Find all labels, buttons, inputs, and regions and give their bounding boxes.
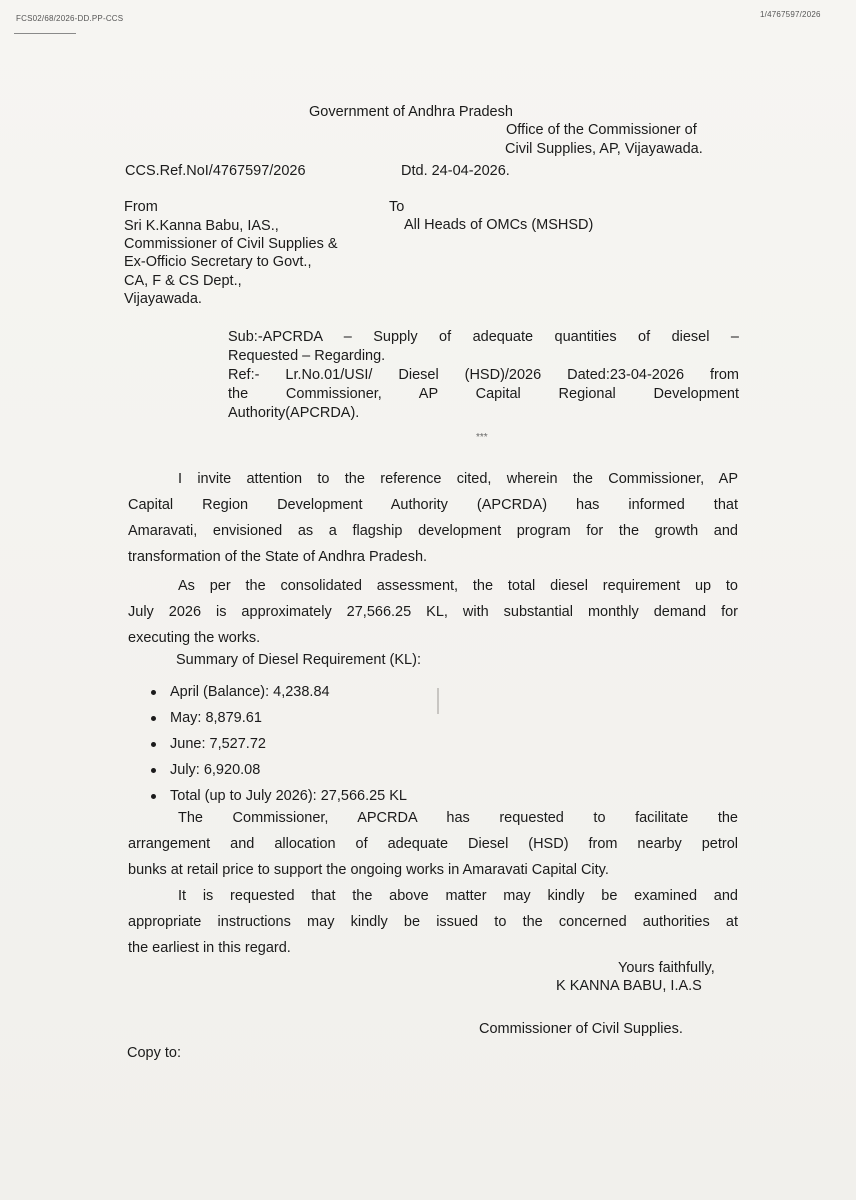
summary-item-text: July: 6,920.08 [170, 762, 261, 778]
paragraph-line: bunks at retail price to support the ongoing works in Amaravati Capital City. [128, 862, 609, 878]
summary-heading: Summary of Diesel Requirement (KL): [176, 652, 421, 668]
bullet-icon [151, 690, 156, 695]
paragraph-line: executing the works. [128, 630, 261, 646]
paragraph-line: the earliest in this regard. [128, 940, 291, 956]
letter-date: Dtd. 24-04-2026. [401, 163, 510, 179]
summary-item-text: May: 8,879.61 [170, 710, 262, 726]
paragraph-line: transformation of the State of Andhra Pradesh. [128, 549, 428, 565]
bullet-icon [151, 742, 156, 747]
summary-item [148, 679, 407, 705]
copy-to-label: Copy to: [127, 1045, 181, 1061]
paragraph-line: It is requested that the above matter may kindly be examined and [178, 888, 738, 904]
document-number-stamp: 1/4767597/2026 [760, 10, 821, 19]
paragraph-line: As per the consolidated assessment, the total diesel requirement up to [178, 578, 738, 594]
paragraph-3 [128, 805, 738, 883]
summary-list [148, 679, 407, 809]
summary-item-text: April (Balance): 4,238.84 [170, 684, 330, 700]
signatory-name: K KANNA BABU, I.A.S [556, 978, 702, 994]
paragraph-line: The Commissioner, APCRDA has requested to facilitate the [178, 810, 738, 826]
government-title: Government of Andhra Pradesh [309, 104, 513, 120]
summary-item [148, 731, 407, 757]
office-line-1: Office of the Commissioner of [506, 122, 697, 138]
paragraph-2 [128, 573, 738, 651]
stamp-underline [14, 33, 76, 34]
to-label: To [389, 199, 405, 215]
bullet-icon [151, 768, 156, 773]
from-line: Vijayawada. [124, 291, 202, 307]
office-line-2: Civil Supplies, AP, Vijayawada. [505, 141, 703, 157]
paragraph-line: Capital Region Development Authority (APCRDA) has informed that [128, 497, 738, 513]
from-label: From [124, 199, 158, 215]
paragraph-4 [128, 883, 738, 961]
subject-block [228, 328, 739, 423]
from-line: Sri K.Kanna Babu, IAS., [124, 218, 279, 234]
from-line: CA, F & CS Dept., [124, 273, 242, 289]
paragraph-line: arrangement and allocation of adequate Diesel (HSD) from nearby petrol [128, 836, 738, 852]
signatory-designation: Commissioner of Civil Supplies. [479, 1021, 683, 1037]
scan-mark [437, 688, 439, 714]
from-line: Commissioner of Civil Supplies & [124, 236, 338, 252]
paragraph-line: July 2026 is approximately 27,566.25 KL, with substantial monthly demand for [128, 604, 738, 620]
summary-item-text: Total (up to July 2026): 27,566.25 KL [170, 788, 407, 804]
paragraph-line: Amaravati, envisioned as a flagship development program for the growth and [128, 523, 738, 539]
from-line: Ex-Officio Secretary to Govt., [124, 254, 312, 270]
reference-line: Ref:- Lr.No.01/USI/ Diesel (HSD)/2026 Dated:23-04-2026 from [228, 367, 739, 383]
bullet-icon [151, 716, 156, 721]
reference-line: Authority(APCRDA). [228, 405, 360, 421]
paragraph-line: appropriate instructions may kindly be issued to the concerned authorities at [128, 914, 738, 930]
file-number-stamp: FCS02/68/2026-DD.PP-CCS [16, 14, 124, 23]
reference-line: the Commissioner, AP Capital Regional Development [228, 386, 739, 402]
summary-item-text: June: 7,527.72 [170, 736, 266, 752]
reference-number: CCS.Ref.NoI/4767597/2026 [125, 163, 306, 179]
subject-line: Requested – Regarding. [228, 348, 386, 364]
bullet-icon [151, 794, 156, 799]
subject-line: Sub:-APCRDA – Supply of adequate quantities of diesel – [228, 329, 739, 345]
closing: Yours faithfully, [618, 960, 715, 976]
paragraph-1 [128, 466, 738, 570]
paragraph-line: I invite attention to the reference cited, wherein the Commissioner, AP [178, 471, 738, 487]
to-recipient: All Heads of OMCs (MSHSD) [404, 217, 594, 233]
summary-item [148, 757, 407, 783]
separator-stars: *** [476, 432, 488, 443]
summary-item [148, 705, 407, 731]
